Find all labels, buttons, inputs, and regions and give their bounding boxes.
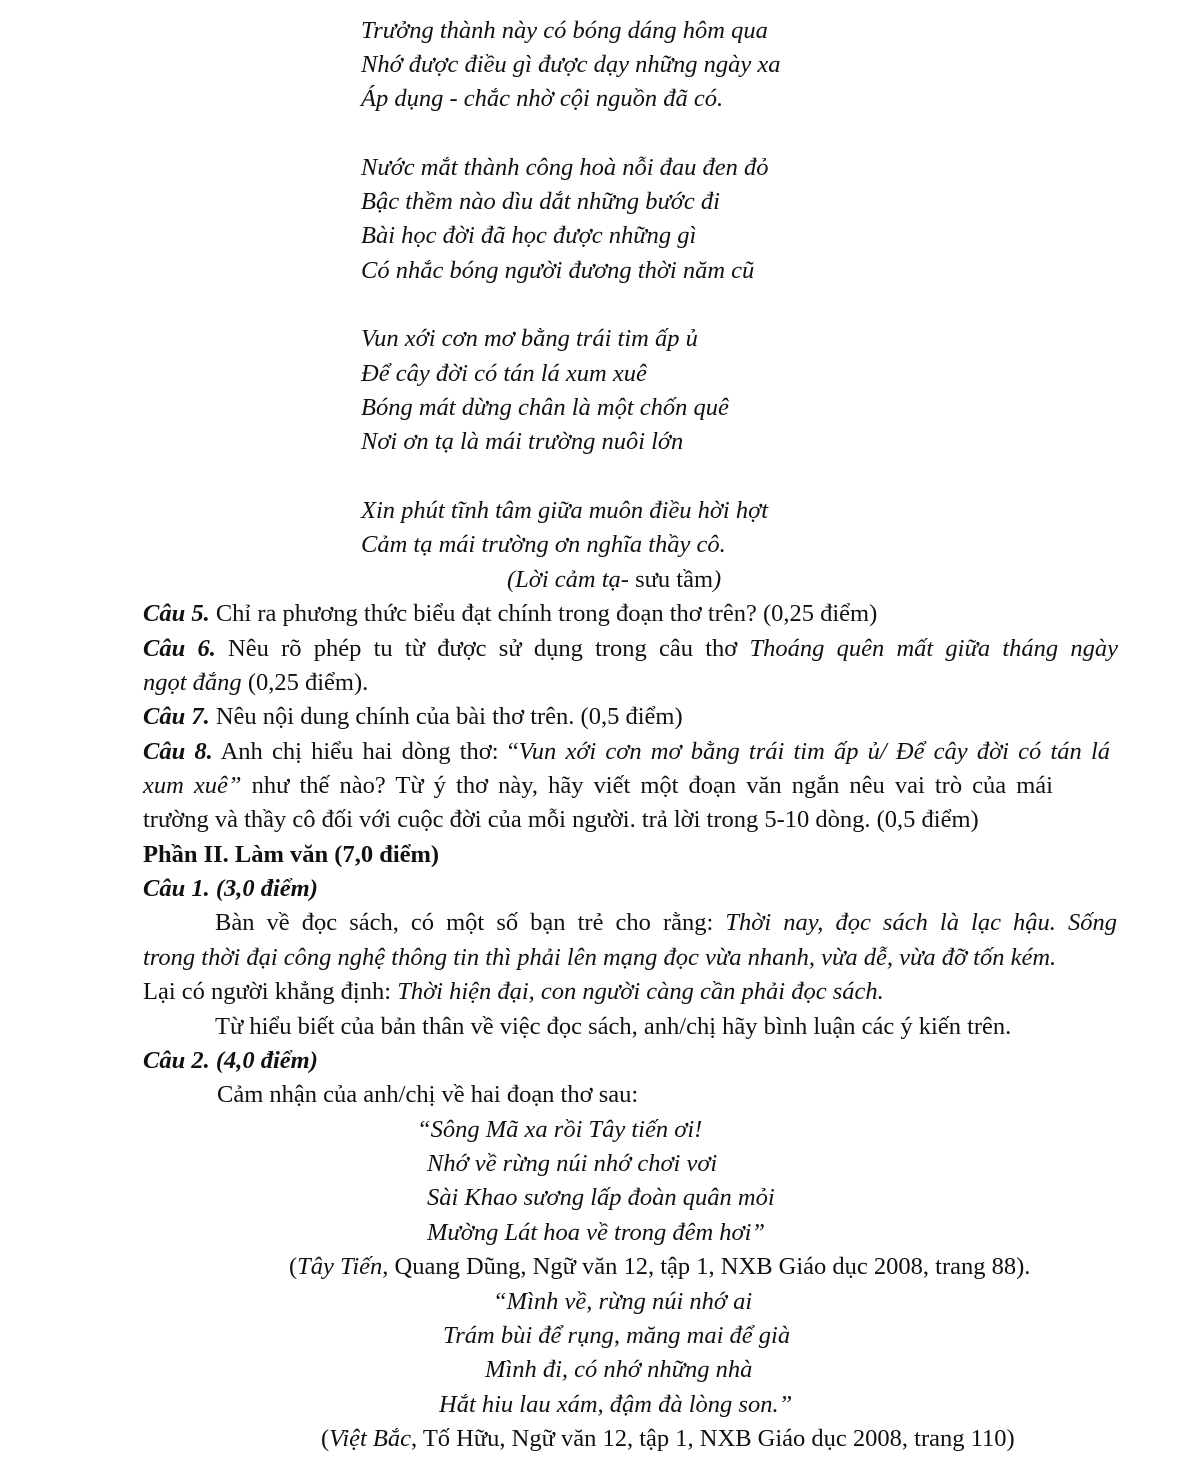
poem-citation: (Việt Bắc, Tố Hữu, Ngữ văn 12, tập 1, NXB Giáo dục 2008, trang 110) [321,1425,1015,1452]
poem-line: Bậc thềm nào dìu dắt những bước đi [361,188,720,215]
poem-line: Áp dụng - chắc nhờ cội nguồn đã có. [361,85,724,112]
poem-line: Nước mắt thành công hoà nỗi đau đen đỏ [361,154,769,181]
essay-question-1-label: Câu 1. (3,0 điểm) [143,875,318,902]
question-6: Câu 6. Nêu rõ phép tu từ được sử dụng trong câu thơ Thoáng quên mất giữa tháng ngày [143,635,1118,662]
poem-line: Trưởng thành này có bóng dáng hôm qua [361,17,768,44]
section-heading: Phần II. Làm văn (7,0 điểm) [143,841,440,868]
poem-line: Nơi ơn tạ là mái trường nuôi lớn [361,428,684,455]
question-8-cont: xum xuê” như thế nào? Từ ý thơ này, hãy viết một đoạn văn ngắn nêu vai trò của mái [143,772,1053,799]
poem-line: Xin phút tĩnh tâm giữa muôn điều hời hợt [361,497,769,524]
poem-line: Nhớ được điều gì được dạy những ngày xa [361,51,781,78]
poem-line: Để cây đời có tán lá xum xuê [361,360,647,387]
poem-line: “Mình về, rừng núi nhớ ai [493,1288,753,1315]
poem-line: Mình đi, có nhớ những nhà [485,1356,753,1383]
poem-line: Bóng mát dừng chân là một chốn quê [361,394,729,421]
poem-line: Sài Khao sương lấp đoàn quân mỏi [427,1184,775,1211]
poem-line: Mường Lát hoa về trong đêm hơi” [427,1219,766,1246]
poem-citation: (Tây Tiến, Quang Dũng, Ngữ văn 12, tập 1, NXB Giáo dục 2008, trang 88). [289,1253,1031,1280]
question-7: Câu 7. Nêu nội dung chính của bài thơ trên. (0,5 điểm) [143,703,683,730]
essay-question-1-text: trong thời đại công nghệ thông tin thì phải lên mạng đọc vừa nhanh, vừa dễ, vừa đỡ tốn kém. [143,944,1057,971]
poem-line: “Sông Mã xa rồi Tây tiến ơi! [417,1116,703,1143]
question-5: Câu 5. Chỉ ra phương thức biểu đạt chính trong đoạn thơ trên? (0,25 điểm) [143,600,878,627]
question-8-cont: trường và thầy cô đối với cuộc đời của mỗi người. trả lời trong 5-10 dòng. (0,5 điểm) [143,806,979,833]
essay-question-1-text: Lại có người khẳng định: Thời hiện đại, con người càng cần phải đọc sách. [143,978,884,1005]
poem-source: (Lời cảm tạ- sưu tầm) [507,566,722,593]
essay-question-1-task: Từ hiểu biết của bản thân về việc đọc sách, anh/chị hãy bình luận các ý kiến trên. [215,1013,1012,1040]
poem-line: Trám bùi để rụng, măng mai để già [443,1322,791,1349]
question-8: Câu 8. Anh chị hiểu hai dòng thơ: “Vun xới cơn mơ bằng trái tim ấp ủ/ Để cây đời có tán lá [143,738,1110,765]
essay-question-1-text: Bàn về đọc sách, có một số bạn trẻ cho rằng: Thời nay, đọc sách là lạc hậu. Sống [215,909,1117,936]
poem-line: Bài học đời đã học được những gì [361,222,697,249]
essay-question-2-intro: Cảm nhận của anh/chị về hai đoạn thơ sau: [217,1081,639,1108]
poem-line: Cảm tạ mái trường ơn nghĩa thầy cô. [361,531,726,558]
poem-line: Vun xới cơn mơ bằng trái tim ấp ủ [361,325,698,352]
essay-question-2-label: Câu 2. (4,0 điểm) [143,1047,318,1074]
poem-line: Hắt hiu lau xám, đậm đà lòng son.” [439,1391,793,1418]
poem-line: Có nhắc bóng người đương thời năm cũ [361,257,755,284]
question-6-cont: ngọt đắng (0,25 điểm). [143,669,369,696]
poem-line: Nhớ về rừng núi nhớ chơi vơi [427,1150,718,1177]
